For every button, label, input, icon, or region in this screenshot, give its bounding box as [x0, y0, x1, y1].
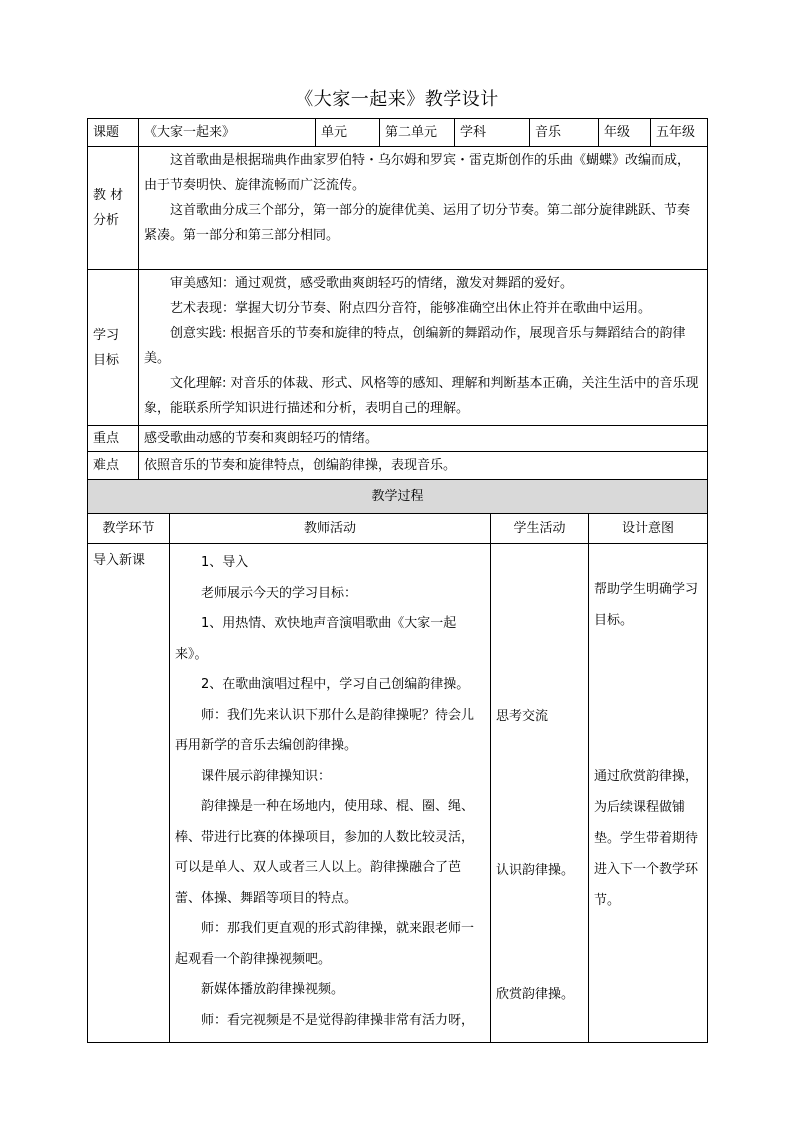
- goals-label: 学习 目标: [88, 270, 139, 426]
- info-row: [88, 119, 708, 147]
- material-row: [88, 147, 708, 270]
- intro-row: [88, 544, 708, 1043]
- key-label: 重点: [88, 426, 139, 452]
- student-activity-cell: [491, 544, 589, 1043]
- difficulty-value: 依照音乐的节奏和旋律特点，创编韵律操，表现音乐。: [139, 452, 708, 480]
- teacher-line: 师：看完视频是不是觉得韵律操非常有活力呀，: [201, 1012, 475, 1028]
- design-intent: 帮助学生明确学习目标。: [594, 582, 699, 628]
- grade-label: 年级: [599, 119, 651, 147]
- material-content: [139, 147, 708, 270]
- goals-content: [139, 270, 708, 426]
- material-para: 这首歌曲是根据瑞典作曲家罗伯特・乌尔姆和罗宾・雷克斯创作的乐曲《蝴蝶》改编而成，由于节奏明快、旋律流畅而广泛流传。: [144, 153, 691, 193]
- teaching-process-table: [87, 479, 708, 1043]
- teacher-activity-cell: [170, 544, 491, 1043]
- process-heading-row: [88, 480, 708, 514]
- material-para: 这首歌曲分成三个部分，第一部分的旋律优美、运用了切分节奏。第二部分旋律跳跃、节奏紧凑。第一部分和第三部分相同。: [144, 203, 691, 243]
- col-student: 学生活动: [491, 514, 589, 544]
- topic-label: 课题: [88, 119, 139, 147]
- teacher-line: 1、用热情、欢快地声音演唱歌曲《大家一起来》。: [175, 616, 457, 662]
- goal-para: 审美感知：通过观赏，感受歌曲爽朗轻巧的情绪，激发对舞蹈的爱好。: [170, 276, 574, 291]
- teacher-line: 课件展示韵律操知识：: [201, 768, 332, 784]
- stage-cell: 导入新课: [88, 544, 170, 1043]
- design-intent: 通过欣赏韵律操，为后续课程做铺垫。学生带着期待进入下一个教学环节。: [594, 769, 699, 908]
- goal-para: 艺术表现：掌握大切分节奏、附点四分音符，能够准确空出休止符并在歌曲中运用。: [170, 301, 652, 316]
- teacher-line: 师：我们先来认识下那什么是韵律操呢？待会儿再用新学的音乐去编创韵律操。: [175, 707, 475, 753]
- col-stage: 教学环节: [88, 514, 170, 544]
- key-value: 感受歌曲动感的节奏和爽朗轻巧的情绪。: [139, 426, 708, 452]
- topic-value: 《大家一起来》: [139, 119, 316, 147]
- design-intent-cell: [589, 544, 708, 1043]
- process-column-header-row: [88, 514, 708, 544]
- subject-value: 音乐: [530, 119, 599, 147]
- teacher-line: 韵律操是一种在场地内，使用球、棍、圈、绳、棒、带进行比赛的体操项目，参加的人数比较灵活，可以是单人、双人或者三人以上。韵律操融合了芭蕾、体操、舞蹈等项目的特点。: [175, 799, 475, 906]
- student-activity: 欣赏韵律操。: [496, 987, 575, 1002]
- key-row: [88, 426, 708, 452]
- unit-value: 第二单元: [380, 119, 455, 147]
- student-activity: 思考交流: [496, 709, 549, 724]
- goal-para: 创意实践: 根据音乐的节奏和旋律的特点，创编新的舞蹈动作，展现音乐与舞蹈结合的韵律美。: [144, 326, 686, 366]
- process-heading: 教学过程: [88, 480, 708, 514]
- subject-label: 学科: [455, 119, 530, 147]
- col-teacher: 教师活动: [170, 514, 491, 544]
- teacher-line: 1、导入: [201, 555, 249, 570]
- difficulty-row: [88, 452, 708, 480]
- difficulty-label: 难点: [88, 452, 139, 480]
- goals-row: [88, 270, 708, 426]
- teacher-line: 老师展示今天的学习目标：: [201, 585, 358, 601]
- student-activity: 认识韵律操。: [496, 863, 575, 878]
- goal-para: 文化理解: 对音乐的体裁、形式、风格等的感知、理解和判断基本正确，关注生活中的音乐现象，能联系所学知识进行描述和分析，表明自己的理解。: [144, 376, 699, 416]
- grade-value: 五年级: [651, 119, 708, 147]
- document-title: 《大家一起来》教学设计: [295, 89, 499, 110]
- teacher-line: 2、在歌曲演唱过程中，学习自己创编韵律操。: [201, 677, 470, 692]
- col-intent: 设计意图: [589, 514, 708, 544]
- teacher-line: 师：那我们更直观的形式韵律操，就来跟老师一起观看一个韵律操视频吧。: [175, 921, 475, 967]
- unit-label: 单元: [316, 119, 380, 147]
- lesson-info-table: [87, 118, 708, 480]
- teacher-line: 新媒体播放韵律操视频。: [201, 982, 345, 997]
- material-label: 教 材 分析: [88, 147, 139, 270]
